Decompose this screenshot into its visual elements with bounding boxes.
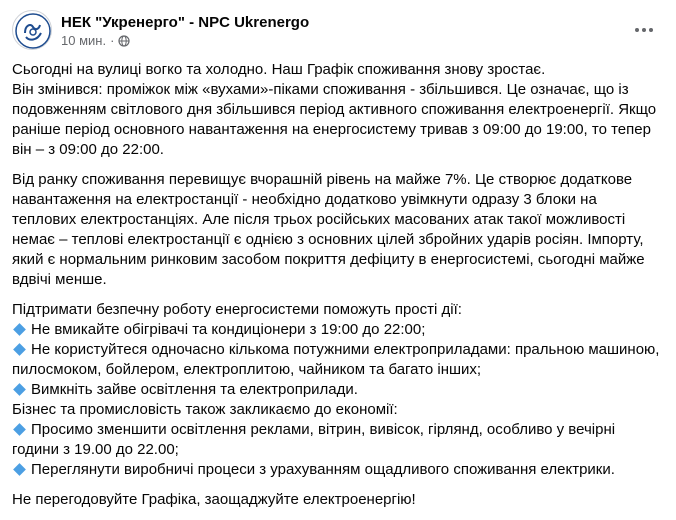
closing-line [12, 490, 670, 510]
blue-diamond-icon [13, 323, 26, 336]
text-line: Від ранку споживання перевищує вчорашній рівень на майже 7%. Це створює додаткове [12, 171, 633, 188]
text-line: який є нормальним ринковим засобом покриття дефіциту в енергосистемі, сьогодні майже [12, 251, 645, 268]
tip-item [12, 320, 670, 340]
tip-item [12, 380, 670, 400]
text-line: вдвічі менше. [12, 271, 107, 288]
paragraph-2 [12, 170, 670, 290]
business-text: Переглянути виробничі процеси з урахуванням ощадливого споживання електрики. [31, 461, 615, 478]
post-meta [61, 33, 130, 48]
more-dot-icon [649, 28, 653, 32]
text-line: теплових електростанціях. Але після трьох російських масованих атак такої можливості [12, 211, 626, 228]
business-item [12, 420, 670, 440]
post-time[interactable]: 10 мин. [61, 33, 107, 48]
more-dot-icon [642, 28, 646, 32]
avatar[interactable] [12, 10, 52, 50]
business-text: Просимо зменшити освітлення реклами, вітрин, вивісок, гірлянд, особливо у вечірні [31, 421, 616, 438]
blue-diamond-icon [13, 463, 26, 476]
blue-diamond-icon [13, 423, 26, 436]
post-header [12, 8, 662, 52]
ukrenergo-logo-icon [13, 11, 53, 51]
tip-item [12, 340, 670, 360]
blue-diamond-icon [13, 343, 26, 356]
text-line: раніше період основного навантаження на енергосистему тривав з 09:00 до 19:00, то тепер [12, 121, 651, 138]
text-line: Він змінився: проміжок між «вухами»-піками споживання - збільшився. Це означає, що із [12, 81, 629, 98]
more-options-button[interactable] [632, 18, 656, 42]
text-line: Сьогодні на вулиці вогко та холодно. Наш Графік споживання знову зростає. [12, 61, 546, 78]
business-item [12, 460, 670, 480]
paragraph-1 [12, 60, 670, 160]
text-line: немає – теплові електростанції є однією з основних цілей збройних ударів росіян. Імпорту, [12, 231, 644, 248]
closing-text: Не перегодовуйте Графіка, заощаджуйте електроенергію! [12, 491, 416, 508]
tip-text: Вимкніть зайве освітлення та електроприлади. [31, 381, 358, 398]
blue-diamond-icon [13, 383, 26, 396]
text-line: подовженням світлового дня збільшився період активного споживання електроенергії. Якщо [12, 101, 657, 118]
more-dot-icon [635, 28, 639, 32]
paragraph-tips [12, 300, 670, 480]
globe-icon[interactable] [118, 35, 130, 47]
tips-intro: Підтримати безпечну роботу енергосистеми поможуть прості дії: [12, 301, 462, 318]
author-name[interactable]: НЕК "Укренерго" - NPC Ukrenergo [61, 14, 310, 31]
text-line: навантаження на електростанції - необхідно додатково увімкнути одразу 3 блоки на [12, 191, 597, 208]
tip-text: Не користуйтеся одночасно кількома потужними електроприладами: пральною машиною, [31, 341, 660, 358]
text-line: він – з 09:00 до 22:00. [12, 141, 164, 158]
business-text-continued: години з 19.00 до 22.00; [12, 441, 179, 458]
post-body [12, 60, 670, 520]
tip-text-continued: пилосмоком, бойлером, електроплитою, чайником та багато інших; [12, 361, 482, 378]
tip-text: Не вмикайте обігрівачі та кондиціонери з 19:00 до 22:00; [31, 321, 426, 338]
meta-separator: · [110, 33, 115, 48]
business-intro: Бізнес та промисловість також закликаємо до економії: [12, 401, 398, 418]
